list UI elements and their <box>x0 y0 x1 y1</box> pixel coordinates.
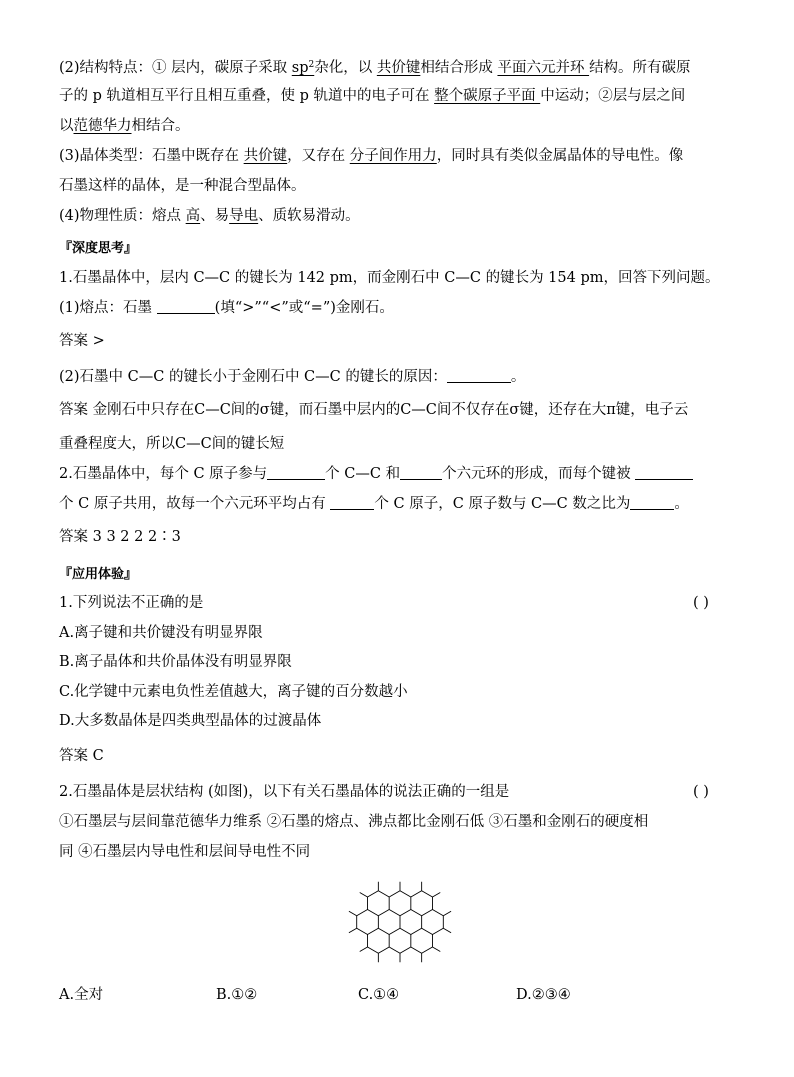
text: 。 <box>674 496 689 512</box>
text: 、易 <box>200 208 230 224</box>
option-b[interactable]: B.离子晶体和共价晶体没有明显界限 <box>59 654 292 670</box>
choice-d[interactable]: D.②③④ <box>516 987 571 1003</box>
crystal-type-line-2: 石墨这样的晶体，是一种混合型晶体。 <box>59 178 306 194</box>
answer-blank[interactable] <box>157 299 215 314</box>
text: 个 C 原子，C 原子数与 C—C 数之比为 <box>374 496 631 512</box>
text: 以 <box>59 118 74 134</box>
graphite-layer-figure <box>345 868 455 976</box>
cc-bond <box>389 891 400 897</box>
text: ，又存在 <box>287 148 350 164</box>
answer-planar-rings: 平面六元并环 <box>497 60 590 76</box>
text: 相结合。 <box>131 118 190 134</box>
text: 杂化，以 <box>314 60 377 76</box>
text: 个 C 原子共用，故每一个六元环平均占有 <box>59 496 331 512</box>
dangling-bond <box>360 893 368 898</box>
cc-bond <box>378 910 389 916</box>
answer-conductive: 导电 <box>229 208 259 224</box>
cc-bond <box>368 910 379 916</box>
choice-b[interactable]: B.①② <box>216 987 258 1003</box>
physical-properties-line <box>59 206 360 226</box>
apply-question-2: 2.石墨晶体是层状结构 (如图)，以下有关石墨晶体的说法正确的一组是 <box>59 784 510 800</box>
cc-bond <box>432 928 443 934</box>
cc-bond <box>378 947 389 953</box>
text: (3)晶体类型：石墨中既存在 <box>59 148 244 164</box>
apply-question-1: 1.下列说法不正确的是 <box>59 595 204 611</box>
text: (1)熔点：石墨 <box>59 300 157 316</box>
text: 个六元环的形成，而每个键被 <box>442 466 636 482</box>
dangling-bond <box>349 928 357 933</box>
cc-bond <box>400 928 411 934</box>
answer-van-der-waals: 范德华力 <box>73 118 132 134</box>
option-d[interactable]: D.大多数晶体是四类典型晶体的过渡晶体 <box>59 713 322 729</box>
answer-1: 答案 > <box>59 333 105 349</box>
text: 、质软易滑动。 <box>258 208 360 224</box>
answer-high: 高 <box>185 208 201 224</box>
think-question-2-line-1 <box>59 464 693 484</box>
answer-blank[interactable] <box>630 495 674 510</box>
sp2-answer <box>292 60 314 76</box>
text: 子的 p 轨道相互平行且相互重叠，使 p 轨道中的电子可在 <box>59 88 435 104</box>
cc-bond <box>378 928 389 934</box>
text: (2)结构特点：① 层内，碳原子采取 <box>59 60 292 76</box>
answer-blank[interactable] <box>635 465 693 480</box>
option-a[interactable]: A.离子键和共价键没有明显界限 <box>59 625 263 641</box>
dangling-bond <box>432 893 440 898</box>
answer-apply-1: 答案 C <box>59 748 104 764</box>
think-question-1: 1.石墨晶体中，层内 C—C 的键长为 142 pm，而金刚石中 C—C 的键长为 154 pm，回答下列问题。 <box>59 270 720 286</box>
answer-parentheses-1[interactable]: ( ) <box>693 595 709 611</box>
text: 个 C—C 和 <box>325 466 401 482</box>
crystal-type-line-1 <box>59 146 683 166</box>
cc-bond <box>368 928 379 934</box>
cc-bond <box>357 928 368 934</box>
statements-line-2: 同 ④石墨层内导电性和层间导电性不同 <box>59 844 311 860</box>
text: ，同时具有类似金属晶体的导电性。像 <box>436 148 684 164</box>
text: 2.石墨晶体中，每个 C 原子参与 <box>59 466 268 482</box>
answer-carbon-plane: 整个碳原子平面 <box>434 88 541 104</box>
cc-bond <box>422 910 433 916</box>
text: 结构。所有碳原 <box>589 60 691 76</box>
answer-covalent-bond-2: 共价键 <box>243 148 288 164</box>
text: (填“>”“<”或“=”)金刚石。 <box>214 300 394 316</box>
answer-3: 答案 3 3 2 2 2∶3 <box>59 529 181 545</box>
think-question-2-line-2 <box>59 494 689 514</box>
cc-bond <box>400 891 411 897</box>
answer-blank[interactable] <box>330 495 374 510</box>
answer-2-line-2: 重叠程度大，所以C—C间的键长短 <box>59 436 285 452</box>
answer-parentheses-2[interactable]: ( ) <box>693 784 709 800</box>
answer-blank[interactable] <box>400 465 442 480</box>
answer-blank[interactable] <box>267 465 325 480</box>
answer-blank[interactable] <box>447 368 511 383</box>
section-header-deep-thinking: 『深度思考』 <box>59 241 138 256</box>
cc-bond <box>400 947 411 953</box>
choice-a[interactable]: A.全对 <box>59 987 104 1003</box>
answer-2-line-1: 答案 金刚石中只存在C—C间的σ键，而石墨中层内的C—C间不仅存在σ键，还存在大π键，电子云 <box>59 402 689 418</box>
cc-bond <box>389 910 400 916</box>
cc-bond <box>368 947 379 953</box>
think-question-1-2 <box>59 367 525 387</box>
sp-base: sp <box>291 60 309 76</box>
structure-line-2 <box>59 86 685 106</box>
cc-bond <box>400 910 411 916</box>
dangling-bond <box>443 911 451 916</box>
dangling-bond <box>349 911 357 916</box>
cc-bond <box>411 891 422 897</box>
cc-bond <box>378 891 389 897</box>
cc-bond <box>411 947 422 953</box>
option-c[interactable]: C.化学键中元素电负性差值越大，离子键的百分数越小 <box>59 684 408 700</box>
cc-bond <box>368 891 379 897</box>
text: 相结合形成 <box>420 60 498 76</box>
statements-line-1: ①石墨层与层间靠范德华力维系 ②石墨的熔点、沸点都比金刚石低 ③石墨和金刚石的硬度相 <box>59 814 649 830</box>
text: 中运动；②层与层之间 <box>540 88 686 104</box>
cc-bond <box>422 891 433 897</box>
text: 。 <box>510 369 526 385</box>
cc-bond <box>411 928 422 934</box>
think-question-1-1 <box>59 298 394 318</box>
dangling-bond <box>360 947 368 952</box>
dangling-bond <box>432 947 440 952</box>
choice-c[interactable]: C.①④ <box>358 987 400 1003</box>
answer-covalent-bond: 共价键 <box>376 60 421 76</box>
cc-bond <box>432 910 443 916</box>
section-header-application: 『应用体验』 <box>59 567 138 582</box>
sp-superscript: 2 <box>308 60 315 70</box>
dangling-bond <box>443 928 451 933</box>
text: (4)物理性质：熔点 <box>59 208 186 224</box>
answer-intermolecular-force: 分子间作用力 <box>349 148 437 164</box>
text: (2)石墨中 C—C 的键长小于金刚石中 C—C 的键长的原因： <box>59 369 447 385</box>
cc-bond <box>422 928 433 934</box>
cc-bond <box>389 947 400 953</box>
cc-bond <box>422 947 433 953</box>
cc-bond <box>411 910 422 916</box>
structure-line-1 <box>59 55 691 78</box>
cc-bond <box>389 928 400 934</box>
cc-bond <box>357 910 368 916</box>
structure-line-3 <box>59 116 190 136</box>
